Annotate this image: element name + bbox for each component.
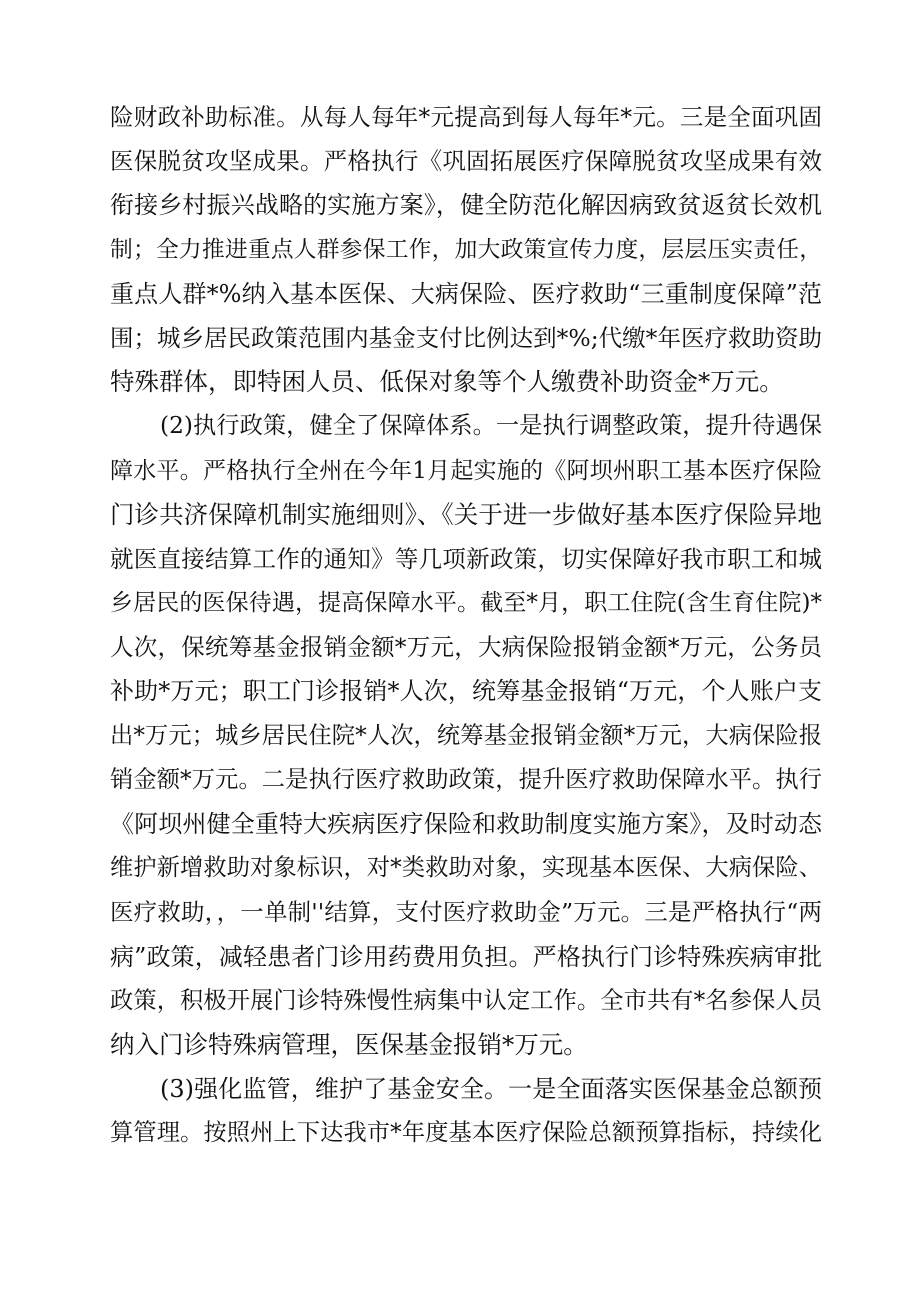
text-line: 围；城乡居民政策范围内基金支付比例达到*%;代缴*年医疗救助资助 (110, 323, 822, 352)
text-line: 衔接乡村振兴战略的实施方案》，健全防范化解因病致贫返贫长效机 (110, 191, 822, 220)
text-line: 政策，积极开展门诊特殊慢性病集中认定工作。全市共有*名参保人员 (110, 986, 822, 1014)
text-line: 特殊群体，即特困人员、低保对象等个人缴费补助资金*万元。 (110, 367, 784, 397)
text-line: 医疗救助，，一单制''结算，支付医疗救助金”万元。三是严格执行“两 (110, 898, 822, 927)
paragraph-start-line: (2)执行政策，健全了保障体系。一是执行调整政策，提升待遇保 (160, 412, 822, 440)
text-line: 险财政补助标准。从每人每年*元提高到每人每年*元。三是全面巩固 (110, 103, 822, 131)
document-body (110, 95, 822, 1156)
text-line: 乡居民的医保待遇，提高保障水平。截至*月，职工住院(含生育住院)* (110, 590, 822, 617)
text-line: 出*万元；城乡居民住院*人次，统筹基金报销金额*万元，大病保险报 (110, 721, 822, 749)
text-line: 障水平。严格执行全州在今年1月起实施的《阿坝州职工基本医疗保险 (110, 457, 822, 484)
text-line: 重点人群*%纳入基本医保、大病保险、医疗救助“三重制度保障”范 (110, 279, 822, 308)
paragraph-start-line: (3)强化监管，维护了基金安全。一是全面落实医保基金总额预 (160, 1075, 822, 1104)
text-line: 销金额*万元。二是执行医疗救助政策，提升医疗救助保障水平。执行 (110, 765, 822, 793)
text-line: 医保脱贫攻坚成果。严格执行《巩固拓展医疗保障脱贫攻坚成果有效 (110, 147, 822, 176)
text-line: 门诊共济保障机制实施细则》、《关于进一步做好基本医疗保险异地 (110, 499, 822, 529)
text-line: 就医直接结算工作的通知》等几项新政策，切实保障好我市职工和城 (110, 544, 822, 573)
text-line: 维护新增救助对象标识，对*类救助对象，实现基本医保、大病保险、 (110, 854, 822, 882)
text-line: 人次，保统筹基金报销金额*万元，大病保险报销金额*万元，公务员 (110, 633, 822, 662)
text-line: 纳入门诊特殊病管理，医保基金报销*万元。 (110, 1029, 588, 1059)
text-line: 制；全力推进重点人群参保工作，加大政策宣传力度，层层压实责任， (110, 236, 822, 263)
text-line: 补助*万元；职工门诊报销*人次，统筹基金报销“万元，个人账户支 (110, 677, 822, 706)
text-line: 算管理。按照州上下达我市*年度基本医疗保险总额预算指标，持续化 (110, 1119, 822, 1147)
text-line: 病”政策，减轻患者门诊用药费用负担。严格执行门诊特殊疾病审批 (110, 942, 822, 971)
text-line: 《阿坝州健全重特大疾病医疗保险和救助制度实施方案》，及时动态 (110, 810, 822, 838)
